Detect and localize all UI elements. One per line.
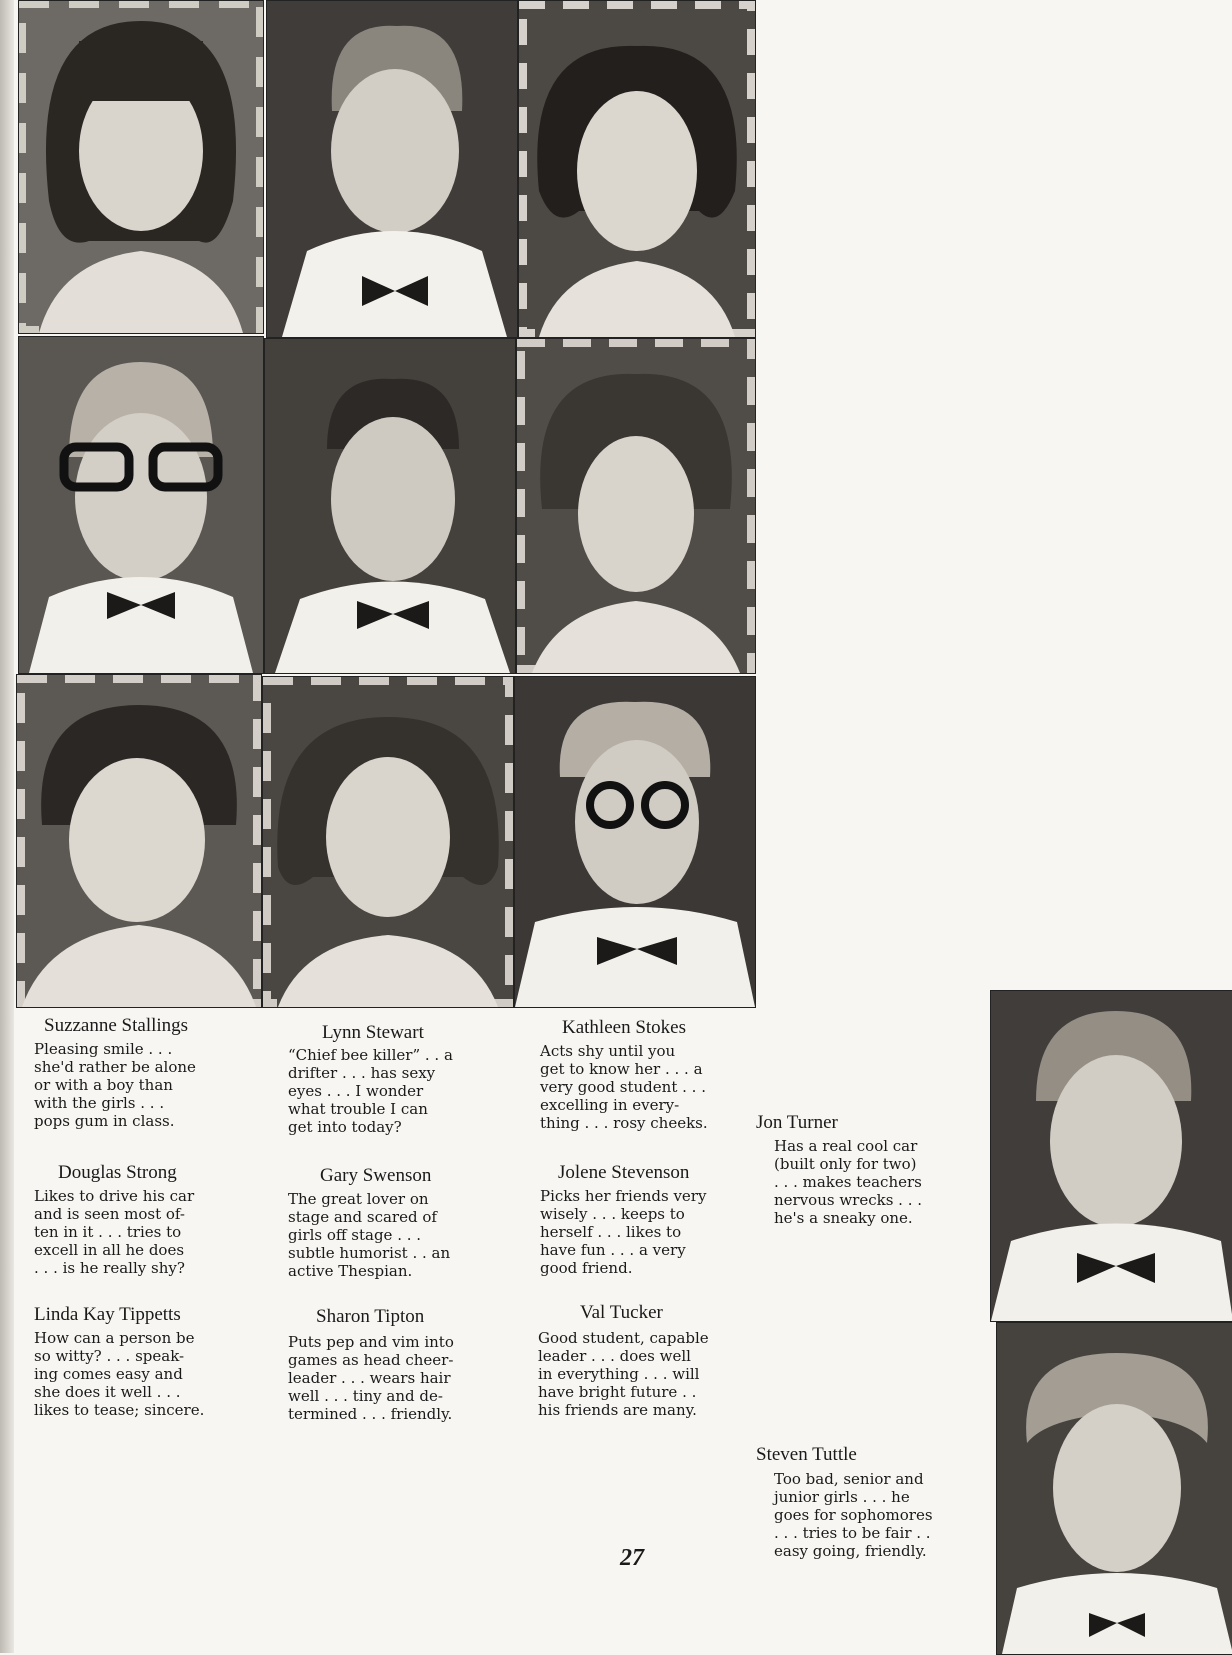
student-name: Lynn Stewart <box>322 1022 424 1043</box>
portrait-photo-4 <box>18 336 264 674</box>
portrait-photo-8 <box>262 676 514 1008</box>
student-name: Jon Turner <box>756 1112 838 1133</box>
student-name: Sharon Tipton <box>316 1306 425 1327</box>
student-name: Kathleen Stokes <box>562 1017 687 1038</box>
portrait-photo-6 <box>516 338 756 674</box>
student-name: Steven Tuttle <box>756 1444 857 1465</box>
portrait-photo-1 <box>18 0 264 334</box>
student-name: Suzzanne Stallings <box>44 1015 189 1036</box>
student-bio: How can a person be so witty? . . . speak- ing comes easy and she does it well . . . likes to tease; sincere. <box>34 1329 205 1419</box>
student-name: Gary Swenson <box>320 1165 432 1186</box>
book-spine <box>0 0 14 1653</box>
portrait-photo-7 <box>16 674 262 1008</box>
portrait-photo-5 <box>264 338 516 674</box>
student-bio: Has a real cool car (built only for two) . . . makes teachers nervous wrecks . . . he's a sneaky one. <box>774 1137 923 1227</box>
page-number: 27 <box>620 1545 644 1571</box>
student-name: Jolene Stevenson <box>558 1162 690 1183</box>
student-bio: Too bad, senior and junior girls . . . he goes for sophomores . . . tries to be fair . . easy going, friendly. <box>774 1470 933 1560</box>
student-name: Val Tucker <box>580 1302 663 1323</box>
student-bio: Acts shy until you get to know her . . . a very good student . . . excelling in every- thing . . . rosy cheeks. <box>540 1042 708 1132</box>
portrait-photo-11 <box>996 1322 1232 1655</box>
student-bio: The great lover on stage and scared of girls off stage . . . subtle humorist . . an active Thespian. <box>288 1190 451 1280</box>
portrait-photo-2 <box>266 0 518 338</box>
student-bio: Puts pep and vim into games as head cheer- leader . . . wears hair well . . . tiny and de- termined . . . friendly. <box>288 1333 454 1423</box>
student-bio: “Chief bee killer” . . a drifter . . . has sexy eyes . . . I wonder what trouble I can get into today? <box>288 1046 453 1136</box>
student-name: Linda Kay Tippetts <box>34 1304 181 1325</box>
student-bio: Picks her friends very wisely . . . keeps to herself . . . likes to have fun . . . a very good friend. <box>540 1187 707 1277</box>
portrait-photo-3 <box>518 0 756 338</box>
student-bio: Likes to drive his car and is seen most of- ten in it . . . tries to excell in all he does . . . is he really shy? <box>34 1187 195 1277</box>
portrait-photo-9 <box>514 676 756 1008</box>
portrait-photo-10 <box>990 990 1232 1322</box>
student-bio: Good student, capable leader . . . does well in everything . . . will have bright future . . his friends are many. <box>538 1329 709 1419</box>
student-bio: Pleasing smile . . . she'd rather be alone or with a boy than with the girls . . . pops gum in class. <box>34 1040 196 1130</box>
student-name: Douglas Strong <box>58 1162 177 1183</box>
